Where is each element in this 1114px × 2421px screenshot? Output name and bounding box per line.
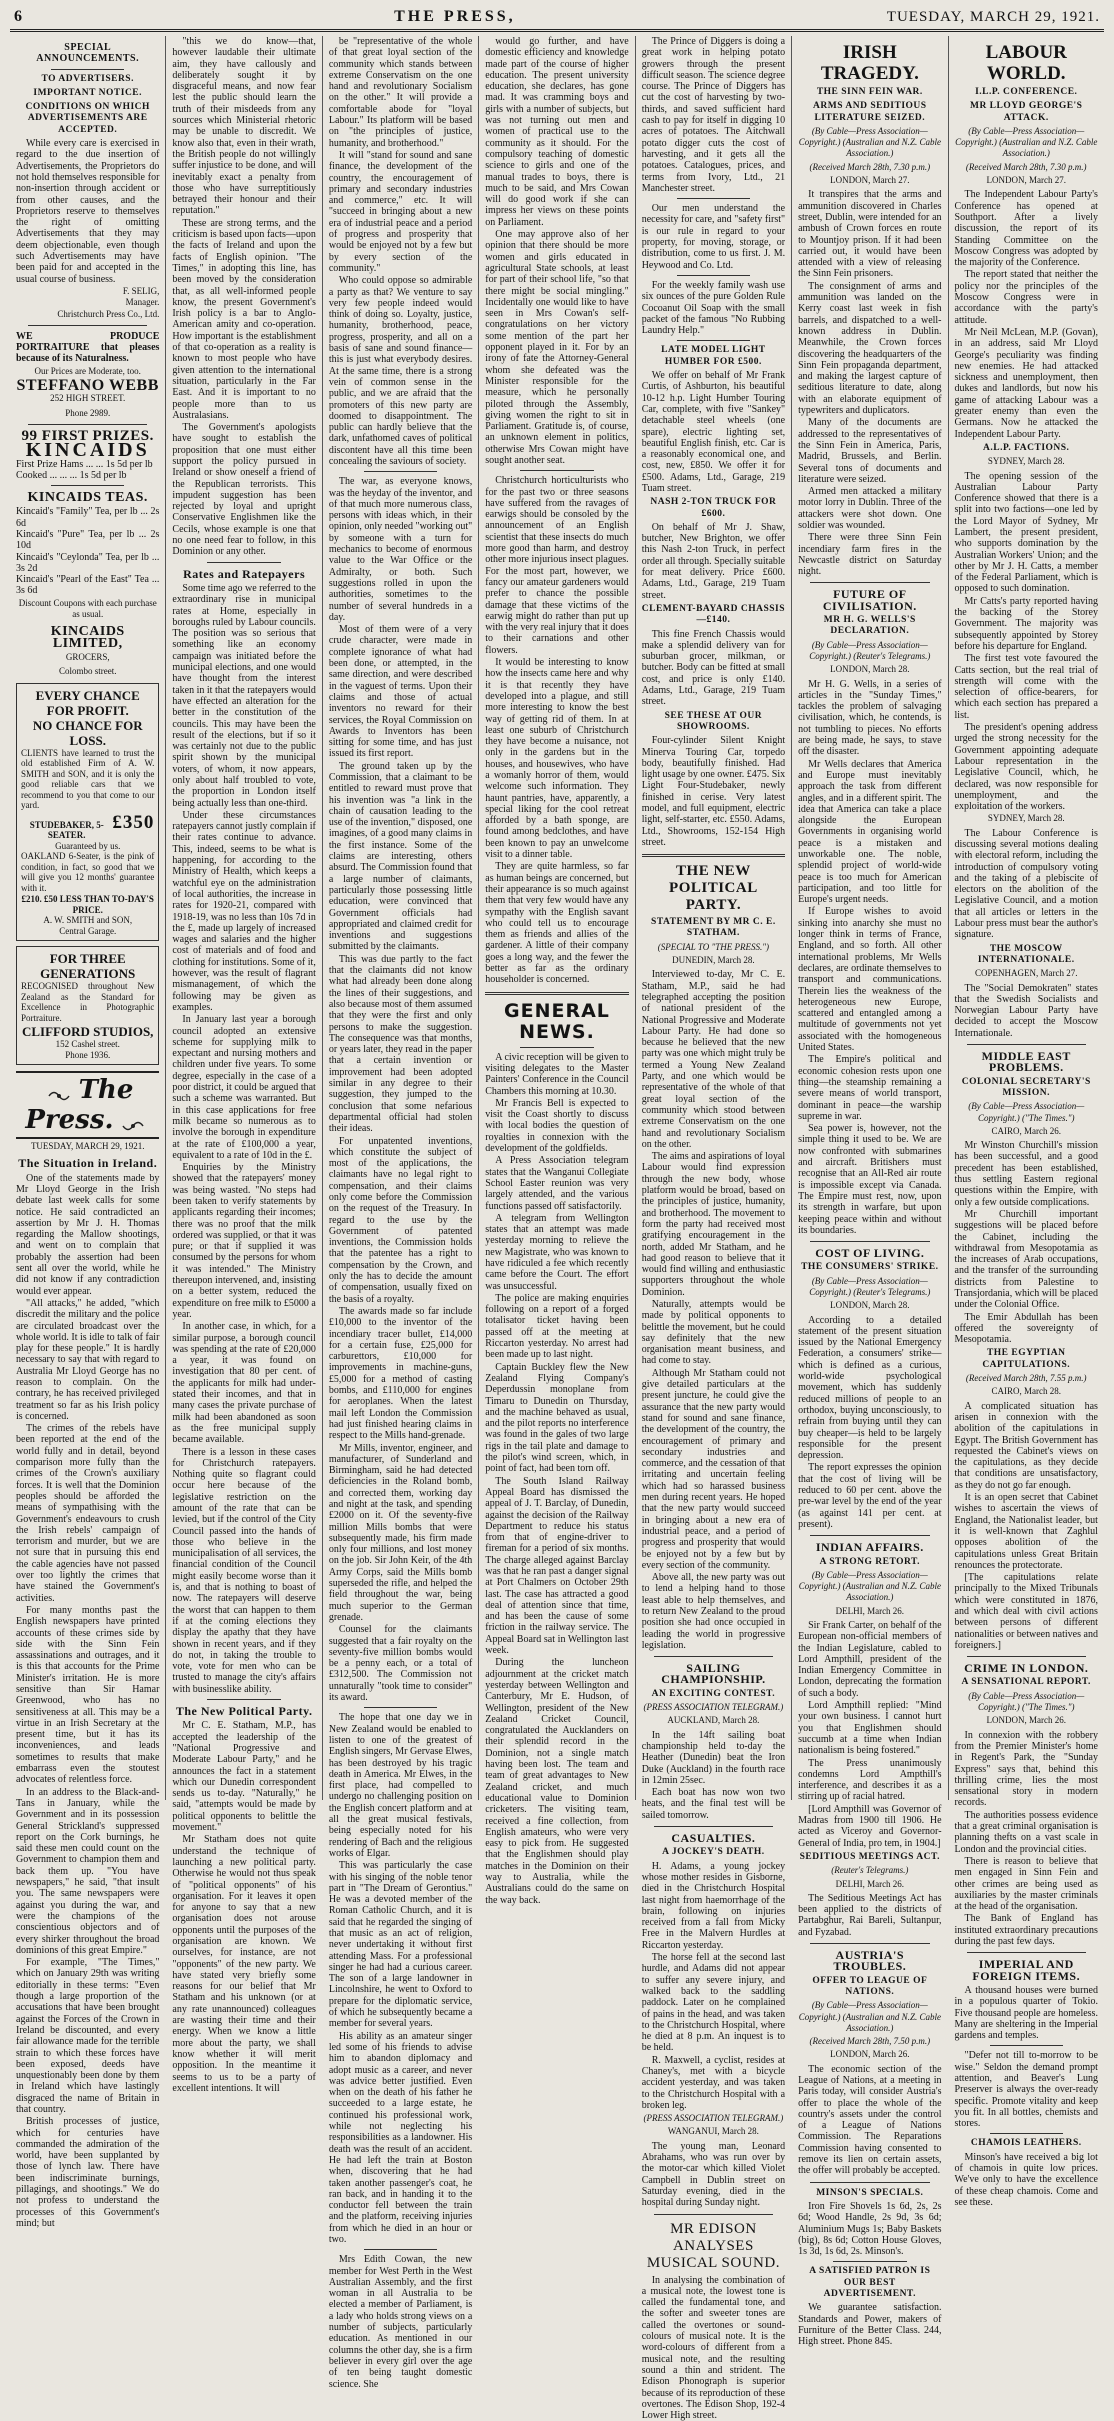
studio-address: 252 HIGH STREET. bbox=[50, 393, 126, 404]
article-paragraph: Although Mr Statham could not give detailed particulars at the present juncture, he could give the assurance that the new party would stand for sound and sane finance, the development of the country, the encouragement of primary and secondary industries and commerce, and the cessation of that irritating and uncertain feeling which had so harassed business men during recent years. He hoped that the new party would succeed in bringing about a new era of industrial peace, and a period of progress and prosperity that would be enjoyed not by a few but by every section of the community. bbox=[641, 1367, 786, 1571]
news-item: Mr Francis Bell is expected to visit the Coast shortly to discuss with local bodies the question of royalties in connexion with the development of the goldfields. bbox=[485, 1097, 629, 1155]
divider bbox=[364, 471, 437, 472]
dateline: LONDON, March 26. bbox=[830, 2049, 910, 2060]
price-line: First Prize Hams ... ... 1s 5d per lb bbox=[16, 458, 153, 470]
article-paragraph: For unpatented inventions, which constitute the subject of most of the applications, the claimants have no legal right to compensation, and their claims only come before the Commission on the request of the Treasury. In regard to the use by the Government of patented inventions, the Commission holds that the patentee has a right to compensation by the Crown, and only the has to decide the amount of compensation, usually fixed on the basis of a royalty. bbox=[328, 1135, 473, 1305]
article-paragraph: One of the statements made by Mr Lloyd George in the Irish debate last week calls for some notice. He said contradicted an assertion by Mr J. H. Thomas regarding the Mallow shootings, and went on to complain that probably the assertion had been sent all over the world, while he did not know if any contradiction would ever appear. bbox=[16, 1172, 160, 1297]
article-paragraph: His ability as an amateur singer led some of his friends to advise him to abandon diplomacy and adopt music as a career, and never was advice better justified. Even when on the death of his father he succeeded to a large estate, he continued his professional work, while not neglecting his responsibilities as a landowner. His death was the result of an accident. He had left the train at Boston when, discovering that he had taken another passenger's coat, he ran back, and in handing it to the conductor fell between the train and the platform, receiving injuries from which he died in an hour or two. bbox=[328, 2030, 473, 2245]
price-line: Cooked ... ... ... 1s 5d per lb bbox=[16, 469, 127, 481]
column-6 bbox=[792, 36, 948, 2348]
oakland-text: OAKLAND 6-Seater, is the pink of condition, in fact, so good that we will give you 12 months' guarantee with it. bbox=[21, 851, 155, 893]
article-paragraph: The president's opening address urged the strong necessity for the Government appointing adequate Labour representation in the Legislative Council, which, he declared, was now responsible for unemployment, and the exploitation of the workers. bbox=[954, 722, 1098, 813]
article-paragraph: The Labour Conference is discussing several motions dealing with electoral reform, including the introduction of compulsory voting and the taking of a plebiscite of electors on the abolition of the Legislative Council, and a motion that all articles or letters in the Labour press must bear the author's signature. bbox=[954, 827, 1098, 941]
article-paragraph: In January last year a borough council adopted an extensive scheme for supplying milk to expectant and nursing mothers and children under five years. To some degree, especially in the case of a poor district, it could be argued that such a scheme was warranted. But in this case applications for free milk became so numerous as to involve the borough in expenditure at the rate of £100,000 a year, equivalent to a rate of 10d in the £. bbox=[172, 1014, 316, 1161]
section-heading: FUTURE OF CIVILISATION. bbox=[822, 587, 917, 613]
article-paragraph: Mr Statham does not quite understand the technique of launching a new political party. Otherwise he would not thus speak of "political opponents" of his organisation. For it leaves it open for anyone to say that a new organisation does not arouse opponents until the purposes of the organisation are known. We ourselves, for instance, are not "opponents" of the new party. We have stated very briefly some reasons for our belief that Mr Statham and his unknown (or at any rate unannounced) colleagues are wasting their time and their energy. When we know a little more about the party, we shall know whether it will merit opposition. In the meantime it seems to us to be a party of excellent intentions. It will bbox=[172, 1834, 316, 2094]
divider bbox=[810, 1241, 929, 1242]
article-paragraph: There is a lesson in these cases for Christchurch ratepayers. Nothing quite so flagrant could occur here because of the legislative restriction on the amount of the rate that can be levied, but if the control of the City Council passed into the hands of those who believe in the municipalisation of all services, the financial condition of the Council might easily become worse than it is, and that is nothing to boast of now. The ratepayers will deserve the worst that can happen to them if at the coming elections they display the apathy that they have shown in recent years, and if they do not, in taking the trouble to vote, vote for men who can be trusted to manage the city's affairs with businesslike ability. bbox=[172, 1446, 316, 1695]
price-line: Kincaid's "Pearl of the East" Tea ... 3s 6d bbox=[16, 574, 160, 597]
article-paragraph: A thousand houses were burned in a populous quarter of Tokio. Five thousand people are homeless. Many are sheltering in the Imperial gardens and temples. bbox=[954, 1984, 1098, 2042]
article-subheading: I.L.P. CONFERENCE. bbox=[975, 87, 1078, 97]
divider bbox=[967, 1044, 1086, 1045]
news-item: The police are making enquiries following on a report of a forged totalisator ticket having been passed off at the meeting at Riccarton yesterday. No arrest had been made up to last night. bbox=[485, 1292, 629, 1361]
article-paragraph: The economic section of the League of Nations, at a meeting in Paris today, will consider Austria's offer to place the whole of the country's assets under the control of a League of Nations Commission. The Reparations Commission having consented to remove its lien on certain assets, the offer will probably be accepted. bbox=[798, 2063, 942, 2177]
article-credit: (By Cable—Press Association—Copyright.) (Australian and N.Z. Cable Association.) bbox=[798, 1569, 941, 1603]
article-paragraph: The "Social Demokraten" states that the Swedish Socialists and Norwegian Labour Party have decided to accept the Moscow Internationale. bbox=[954, 982, 1098, 1039]
article-paragraph: Mr Wells declares that America and Europe must inevitably approach the task from different angles, and in a different spirit. The idea that America can take a place alongside the European Governments in organising world peace is a mistaken and unworkable one. The noble, splendid project of world-wide peace is too much for American participation, and too little for Europe's urgent needs. bbox=[798, 758, 942, 906]
article-paragraph: A complicated situation has arisen in connexion with the abolition of the capitulations in Egypt. The British Government has requested the Cabinet's views on the capitulations, as they decide that conditions are unsatisfactory, as they do not go far enough. bbox=[954, 1400, 1098, 1491]
article-paragraph: The Empire's political and economic cohesion rests upon one thing—the steamship remaining a severe means of world transport, dominant in peace—the warship supreme in war. bbox=[798, 1054, 942, 1122]
article-paragraph: If Europe wishes to avoid sinking into anarchy she must no longer think in terms of France, England, and so forth. All other international problems, Mr Wells declares, are ordinate themselves to transport and communications. Therein lies the weakness of the heterogeneous new Europe, scattered and entangled among a multitude of governments not yet associated with the homogeneous United States. bbox=[798, 906, 942, 1054]
article-subheading: A SENSATIONAL REPORT. bbox=[961, 1677, 1091, 1688]
kincaids-limited: KINCAIDS LIMITED, bbox=[50, 624, 125, 651]
studebaker-label: STUDEBAKER, 5-SEATER. bbox=[29, 819, 104, 841]
article-paragraph: Counsel for the claimants suggested that a fair royalty on the seventy-five million bombs would be a penny each, or a total of £312,500. The Commission not unnaturally "took time to consider" its award. bbox=[328, 1624, 473, 1704]
article-paragraph: In another case, in which, for a similar purpose, a borough council was spending at the rate of £20,000 a year, it was found on investigation that 80 per cent. of the applicants for milk had under-stated their incomes, and that in many cases the private purchase of milk had been abandoned as soon as the free municipal supply became available. bbox=[172, 1321, 316, 1446]
price-line: Kincaid's "Pure" Tea, per lb ... 2s 10d bbox=[16, 528, 160, 552]
smith-advertisement bbox=[16, 683, 159, 942]
article-paragraph: This was due partly to the fact that the claimants did not know what had already been done along the lines of their suggestions, and also because most of them assumed that they were the first and only persons to make the suggestion. The consequence was that months, or years later, they read in the paper that a certain invention or improvement had been adopted similar in any degree to their suggestion, they jumped to the conclusion that some nefarious departmental official had stolen their ideas. bbox=[328, 953, 473, 1135]
signature-company: Christchurch Press Co., Ltd. bbox=[57, 308, 160, 319]
general-news-heading: GENERAL NEWS. bbox=[504, 999, 610, 1043]
ad-paragraph: "Defer not till to-morrow to be wise." Seldon the demand prompt attention, and Beaver's Lung Preserver is always the over-ready specific. Promote vitality and keep you fit. In all bottles, chemists and stores. bbox=[954, 2050, 1098, 2130]
dateline: LONDON, March 27. bbox=[830, 175, 910, 186]
dateline: CAIRO, March 28. bbox=[991, 1386, 1061, 1397]
flag-name: The Press. bbox=[25, 1075, 134, 1136]
divider bbox=[207, 562, 280, 563]
article-credit: (By Cable—Press Association—Copyright.) (Australian and N.Z. Cable Association.) bbox=[798, 125, 941, 159]
conditions-heading: CONDITIONS ON WHICH ADVERTISEMENTS ARE ACCEPTED. bbox=[25, 102, 150, 135]
article-paragraph: Mr Churchill important suggestions will be placed before the Cabinet, including the withdrawal from Mesopotamia as the increases of Arab occupations, and the transfer of the surrounding districts from Palestine to Transjordania, which will be placed under the Colonial Office. bbox=[954, 1208, 1098, 1311]
article-paragraph: The Government's apologists have sought to establish the proposition that one must either support the policy pursued in Ireland or show oneself a friend of the Republican terrorists. This impudent suggestion has been rejected by loyal and upright Conservative Englishmen like the Cecils, whose example is one that no one need fear to follow, in this Dominion or any other. bbox=[172, 422, 316, 558]
divider bbox=[990, 2133, 1063, 2134]
signature bbox=[16, 286, 159, 320]
clients-text: CLIENTS have learned to trust the old established Firm of A. W. SMITH and SON, and it is only the good reliable cars that we recommend to you that come to our yard. bbox=[21, 747, 155, 811]
ad-heading: MINSON'S SPECIALS. bbox=[816, 2187, 924, 2198]
column-2 bbox=[166, 36, 322, 2094]
article-credit: (By Cable—Press Association—Copyright.) (Australian and N.Z. Cable Association.) bbox=[955, 125, 1098, 159]
signature-name: F. SELIG, bbox=[122, 285, 160, 296]
article-paragraph: The horse fell at the second last hurdle, and Adams did not appear to suffer any severe injury, and walked back to the saddling paddock. Later on he complained of pains in the head, and was taken to the Christchurch Hospital, where he died at 8 p.m. An inquest is to be held. bbox=[641, 1952, 786, 2054]
news-item: The South Island Railway Appeal Board has dismissed the appeal of J. T. Barclay, of Dunedin, against the decision of the Railway Department to reduce his status from that of engine-driver to fireman for a period of six months. The charge alleged against Barclay was that he ran past a danger signal at Port Chalmers on October 29th last. The case has attracted a good deal of attention since that time, and has been the cause of some friction in the railway service. The Appeal Board sat in Wellington last week. bbox=[485, 1475, 629, 1657]
divider bbox=[51, 485, 124, 486]
smith-signature: A. W. SMITH and SON, bbox=[43, 915, 133, 926]
article-credit: (By Cable—Press Association—Copyright.) (Reuter's Telegrams.) bbox=[809, 1275, 931, 1297]
article-paragraph: The opening session of the Australian Labour Party Conference showed that there is a split into two factions—one led by the Lord Mayor of Sydney, Mr Lambert, the present president, who supports domination by the Australian Workers' Union; and the other by Mr J. H. Catts, a member of the Federal Parliament, which is opposed to such domination. bbox=[954, 470, 1098, 595]
divider bbox=[810, 582, 929, 583]
dateline: DELHI, March 26. bbox=[835, 1878, 905, 1889]
article-paragraph: In connexion with the robbery from the Premier Minister's home in Regent's Park, the "Sunday Express" says that, behind this thrilling crime, lies the most sensational story in modern records. bbox=[954, 1729, 1098, 1809]
article-subheading: THE EGYPTIAN CAPITULATIONS. bbox=[982, 1348, 1071, 1370]
dateline: DUNEDIN, March 28. bbox=[672, 955, 755, 966]
article-paragraph: Some time ago we referred to the extraordinary rise in municipal rates at Home, especially in boroughs ruled by Labour councils. The position was so serious that something like an economy campaign was initiated before the municipal elections, and one would have thought from the interest taken in it that the ratepayers would have effected an alteration for the better in the constitution of the councils. This may have been the result of the elections, but if so it was certainly not due to the public spirit shown by the municipal voters, of whom, it now appears, only about half troubled to vote, the proportion in London itself being actually less than one-third. bbox=[172, 582, 316, 809]
dateline: LONDON, March 27. bbox=[986, 175, 1066, 186]
article-credit: (PRESS ASSOCIATION TELEGRAM.) bbox=[643, 1702, 784, 1713]
article-paragraph: Sea power is, however, not the simple thing it used to be. We are now confronted with submarines and aircraft. Britishers must recognise that an All-Red air route is impossible except via Canada. The Empire must rest, now, upon its strength in warfare, but upon keeping peace within and without its boundaries. bbox=[798, 1123, 942, 1236]
page-number: 6 bbox=[14, 8, 23, 25]
article-paragraph: There is reason to believe that men engaged in Sinn Fein and other crimes are being used as auxiliaries by the master criminals at the head of the organisation. bbox=[954, 1855, 1098, 1913]
smith-address: Central Garage. bbox=[59, 925, 117, 936]
dateline: DELHI, March 26. bbox=[835, 1605, 905, 1616]
divider bbox=[677, 340, 750, 341]
article-paragraph: The report stated that neither the policy nor the principles of the Moscow Congress were in accordance with the party's attitude. bbox=[954, 269, 1098, 326]
article-paragraph: For example, "The Times," which on January 29th was writing editorially in these terms: "Even though a large proportion of the accusations that have been brought against the Forces of the Crown in Ireland be discounted, and every fair allowance made for the terrible strain to which these forces have been exposed, deeds have unquestionably been done by them in Ireland which have lastingly disgraced the name of Britain in that country. bbox=[16, 1957, 160, 2115]
kincaids-heading: KINCAIDS bbox=[25, 439, 150, 462]
article-credit: (PRESS ASSOCIATION TELEGRAM.) bbox=[643, 2113, 784, 2124]
article-paragraph: Mr Winston Churchill's mission has been successful, and a good precedent has been established, thus settling Eastern regional questions within the Empire, with only a few outside complications. bbox=[954, 1140, 1098, 1208]
ad-heading: SEE THESE AT OUR SHOWROOMS. bbox=[664, 710, 763, 732]
article-paragraph: R. Maxwell, a cyclist, resides at Chaney's, met with a bicycle accident yesterday, and was taken to the Christchurch Hospital with a broken leg. bbox=[641, 2054, 786, 2111]
article-credit: (Reuter's Telegrams.) bbox=[831, 1865, 909, 1876]
dateline: WANGANUI, March 28. bbox=[667, 2126, 759, 2137]
article-paragraph: It is an open secret that Cabinet wishes to ascertain the views of England, the Nationalist leader, but it is well-known that Zaghlul opposes abolition of the capitulations unless Great Britain renounces the protectorate. bbox=[954, 1492, 1098, 1571]
article-paragraph: This was particularly the case with his singing of the noble tenor part in "The Dream of Gerontius." He was a devoted member of the Roman Catholic Church, and it is said that he regarded the singing of that music as an act of religion, never undertaking it without first attending Mass. For a professional singer he had had a curious career. The son of a large landowner in Lincolnshire, he went to Oxford to prepare for the diplomatic service, of which he subsequently became a member for several years. bbox=[328, 1860, 473, 2030]
article-paragraph: It transpires that the arms and ammunition discovered in Charles street, Dublin, were intended for an ambush of Crown forces en route to Mountjoy prison. If it had been carried out, it would have been attended with a view of releasing the Sinn Fein prisoners. bbox=[798, 189, 942, 280]
dateline: CAIRO, March 26. bbox=[991, 1125, 1061, 1136]
divider bbox=[364, 2249, 437, 2250]
news-item: During the luncheon adjournment at the cricket match yesterday between Wellington and Canterbury, Mr E. Hudson, of Wellington, president of the New Zealand Cricket Council, congratulated the Aucklanders on their splendid record in the Dominion, not a single match having been lost. The team and team of great advantages to New Zealand cricket, and much educational value to Dominion cricketers. The visiting team, received a fine collection, from English amateurs, who were very easy to pick from. He suggested that the Englishmen should play matches in the Dominion on their way to Australia, while the Australians could do the same on the way back. bbox=[485, 1657, 629, 1906]
section-heading: IRISH TRAGEDY. bbox=[820, 42, 919, 84]
news-item: Captain Buckley flew the New Zealand Flying Company's Deperdussin monoplane from Timaru to Dunedin on Thursday, and the machine behaved as usual, and the pilot reports no interference was found in the gales of two large rigs in the tail plate and damage to the pilot's wind screen, which, in point of fact, had been torn off. bbox=[485, 1361, 629, 1475]
article-paragraph: Mrs Edith Cowan, the new member for West Perth in the West Australian Assembly, and the first woman in all Australia to be elected a member of Parliament, is a lady who holds strong views on a number of subjects, particularly education. As mentioned in our columns the other day, she is a firm believer in every girl over the age of ten being taught domestic science. She bbox=[328, 2254, 473, 2390]
article-paragraph: Mr C. E. Statham, M.P., has accepted the leadership of the "National Progressive and Moderate Labour Party," and he announces the fact in a statement which our Dunedin correspondent sends us to-day. "Naturally," he said, "attempts would be made by political opponents to belittle the movement." bbox=[172, 1720, 316, 1834]
divider bbox=[654, 1656, 773, 1657]
article-heading: SAILING CHAMPIONSHIP. bbox=[661, 1661, 766, 1687]
article-subheading: COLONIAL SECRETARY'S MISSION. bbox=[961, 1076, 1091, 1098]
portrait-ad-headline: WE PRODUCE PORTRAITURE that pleases because of its Naturalness. bbox=[16, 330, 160, 365]
masthead bbox=[10, 6, 1104, 32]
paper-title: THE PRESS, bbox=[394, 8, 516, 25]
article-subheading: ARMS AND SEDITIOUS LITERATURE SEIZED. bbox=[813, 101, 927, 123]
article-paragraph: The young man, Leonard Abrahams, who was run over by the motor-car which killed Violet Campbell in Dublin street on Saturday evening, died in the hospital during Sunday night. bbox=[641, 2140, 786, 2209]
portrait-ad-line: Our Prices are Moderate, too. bbox=[34, 365, 141, 376]
article-paragraph: The aims and aspirations of loyal Labour would find expression through the new body, whose platform would be broad, based on the principles of justice, humanity, and brotherhood. The movement to form the party had received most gratifying encouragement in the north, added Mr Statham, and he had good reason to believe that it would find willing and enthusiastic supporters throughout the whole Dominion. bbox=[641, 1151, 786, 1298]
article-heading: MR EDISON ANALYSES MUSICAL SOUND. bbox=[646, 2220, 780, 2271]
section-heading: AUSTRIA'S TROUBLES. bbox=[833, 1948, 907, 1974]
generations-text: RECOGNISED throughout New Zealand as the Standard for Excellence in Photographic Portraiture. bbox=[21, 981, 155, 1023]
received-line: (Received March 28th, 7.30 p.m.) bbox=[809, 161, 931, 172]
article-paragraph: The authorities possess evidence that a great criminal organisation is planning thefts on a vast scale in London and the provincial cities. bbox=[954, 1809, 1098, 1855]
article-paragraph: H. Adams, a young jockey whose mother resides in Gisborne, died in the Christchurch Hospital last night from haemorrhage of the brain, following on injuries received from a fall from Micky Free in the Malvern Hurdles at Riccarton yesterday. bbox=[641, 1860, 786, 1951]
ad-paragraph: We guarantee satisfaction. Standards and Power, makers of Furniture of the Better Class. 244, High street. Phone 845. bbox=[798, 2302, 942, 2348]
notice-heading: IMPORTANT NOTICE. bbox=[33, 87, 143, 98]
flag-date: TUESDAY, MARCH 29, 1921. bbox=[30, 1141, 145, 1152]
article-paragraph: The Emir Abdullah has been offered the sovereignty of Mesopotamia. bbox=[954, 1311, 1098, 1346]
section-heading: SPECIAL ANNOUNCEMENTS. bbox=[36, 42, 140, 65]
signature-role: Manager. bbox=[125, 297, 160, 308]
ad-heading: LATE MODEL LIGHT HUMBER FOR £500. bbox=[661, 345, 766, 367]
article-paragraph: Mr H. G. Wells, in a series of articles in the "Sunday Times," tackles the problem of salvaging civilisation, which, he contends, is not tumbling to pieces. No efforts are being made, he says, to stave off the disaster. bbox=[798, 678, 942, 758]
dateline: SYDNEY, March 28. bbox=[987, 456, 1065, 467]
article-paragraph: In the 14ft sailing boat championship held to-day the Heather (Dunedin) beat the Iron Duke (Auckland) in the fourth race in 12min 25sec. bbox=[641, 1729, 786, 1786]
divider bbox=[654, 2214, 773, 2215]
article-paragraph: The first test vote favoured the Catts section, but the real trial of strength will come with the selection of office-bearers, for which each section has prepared a list. bbox=[954, 653, 1098, 721]
article-paragraph: Mr Mills, inventor, engineer, and manufacturer, of Sunderland and Birmingham, said he had detected deficiencies in the Roland bomb, and corrected them, working day and night at the task, and spending £2000 on it. Of the seventy-five million Mills bombs that were subsequently made, his firm made only four millions, and lost money on the job. Sir John Keir, of the 4th Army Corps, said the Mills bomb superseded the rifle, and helped the field throughout the war, being much superior to the German grenade. bbox=[328, 1442, 473, 1623]
dateline: COPENHAGEN, March 27. bbox=[974, 968, 1078, 979]
article-paragraph: Many of the documents are addressed to the representatives of the Sinn Fein in America, Paris, Madrid, Brussels, and Berlin. Several tons of documents and literature were seized. bbox=[798, 417, 942, 485]
divider bbox=[654, 1826, 773, 1827]
article-heading: Rates and Ratepayers bbox=[183, 566, 306, 581]
article-paragraph: According to a detailed statement of the present situation issued by the National Emergency Federation, a consumers' strike—which is defined as a curious, world-wide psychological movement, which has suddenly reduced millions of people to an orthodox, buying unconsciously, to refrain from buying until they can buy cheaper—is held to be largely responsible for the present depression. bbox=[798, 1314, 942, 1462]
tea-price-list bbox=[16, 506, 159, 596]
ham-price-list bbox=[16, 459, 159, 482]
article-heading: The New Political Party. bbox=[175, 1704, 313, 1719]
article-subheading: THE MOSCOW INTERNATIONALE. bbox=[977, 943, 1075, 965]
article-paragraph: There were three Sinn Fein incendiary farm fires in the Newcastle district on Saturday night. bbox=[798, 532, 942, 578]
first-prizes-heading: 99 FIRST PRIZES. bbox=[21, 427, 154, 444]
divider bbox=[520, 1047, 593, 1048]
clifford-advertisement bbox=[16, 946, 159, 1065]
article-paragraph: The hope that one day we in New Zealand would be enabled to listen to one of the greatest of English singers, Mr Gervase Elwes, has been destroyed by his tragic death in America. Mr Elwes, in the first place, had compelled to undergo no challenging position on the English concert platform and at all the great musical festivals, being especially noted for his rendering of Bach and the religious works of Elgar. bbox=[328, 1712, 473, 1859]
ad-heading: A SATISFIED PATRON IS OUR BEST ADVERTISEMENT. bbox=[809, 2266, 931, 2300]
article-paragraph: The Seditious Meetings Act has been applied to the districts of Partabghur, Rai Bareli, Sultanpur, and Fyzabad. bbox=[798, 1892, 942, 1938]
article-paragraph: In an address to the Black-and-Tans in January, while the Government and in its possession General Strickland's suppressed report on the Cork burnings, he said these men could count on the Government to champion them and back them up. "You have newspapers," he said, "that insult you. The same newspapers were against you during the war, and were the champions of the conscientious objectors and of every shirker throughout the broad dominions of this great Empire." bbox=[16, 1786, 160, 1956]
divider bbox=[51, 69, 124, 70]
teas-heading: KINCAIDS TEAS. bbox=[27, 490, 148, 506]
ad-paragraph: For the weekly family wash use six ounces of the pure Golden Rule Cocoanut Oil Soap with the small packet of the famous "No Rubbing Laundry Help." bbox=[641, 279, 786, 337]
clifford-phone: Phone 1936. bbox=[65, 1049, 111, 1060]
clifford-address: 152 Cashel street. bbox=[55, 1039, 120, 1050]
divider bbox=[677, 198, 750, 199]
section-heading: LABOUR WORLD. bbox=[985, 42, 1067, 84]
article-subheading: A JOCKEY'S DEATH. bbox=[662, 1847, 765, 1858]
divider bbox=[642, 854, 785, 857]
article-paragraph: The war, as everyone knows, was the heyday of the inventor, and of that much more numerous class, persons with ideas which, in their opinion, only needed "working out" by someone with a turn for mechanics to become of enormous value to the War Office or the Admiralty, or both. Such suggestions rolled in upon the authorities, sometimes to the number of several hundreds in a day. bbox=[328, 476, 473, 623]
ad-paragraph: Minson's have received a big lot of chamois in quite low prices. We've only to have the excellence of these cheap chamois. Come and see these. bbox=[954, 2151, 1098, 2208]
ad-paragraph: Iron Fire Shovels 1s 6d, 2s, 2s 6d; Wood Handle, 2s 9d, 3s 6d; Aluminium Mugs 1s; Baby Baskets (big), 8s 6d; Cotton House Gloves, 1s 3d, 1s 6d, 2s. Minson's. bbox=[798, 2200, 942, 2258]
column-4 bbox=[479, 36, 635, 1906]
divider bbox=[990, 2045, 1063, 2046]
kincaids-address: Colombo street. bbox=[58, 666, 117, 677]
clifford-name: CLIFFORD STUDIOS, bbox=[21, 1024, 154, 1040]
article-paragraph: Each boat has now won two heats, and the final test will be sailed tomorrow. bbox=[641, 1787, 786, 1821]
article-subheading: MR H. G. WELLS'S DECLARATION. bbox=[823, 615, 916, 637]
divider bbox=[207, 1699, 280, 1700]
article-paragraph: One may approve also of her opinion that there should be more women and girls educated in agricultural State schools, at least for part of their school life, "so that there might be social mingling." Incidentally one would like to have seen in Mrs Cowan's self-congratulations on her victory some mention of the part her opponent played in it. For by an irony of fate the Attorney-General whom she defeated was the Minister responsible for the measure, which he personally piloted through the Assembly, giving women the right to sit in Parliament. Gratitude is, of course, an unknown element in politics, otherwise Mrs Cowan might have sought another seat. bbox=[485, 229, 629, 466]
divider bbox=[485, 992, 628, 995]
ad-heading: CHAMOIS LEATHERS. bbox=[970, 2138, 1082, 2149]
studebaker-line bbox=[21, 812, 154, 841]
article-credit: (By Cable—Press Association—Copyright.) ("The Times.") bbox=[968, 1101, 1085, 1123]
ad-paragraph: This fine French Chassis would make a splendid delivery van for suburban grocer, milkman, or butcher. Body can be fitted at small cost, and price is only £140. Adams, Ltd., Garage, 219 Tuam street. bbox=[641, 628, 786, 708]
dateline: AUCKLAND, March 28. bbox=[667, 1715, 760, 1726]
article-paragraph: [The capitulations relate principally to the Mixed Tribunals which were constituted in 1876, and which deal with civil actions between persons of different nationalities or between natives and foreigners.] bbox=[954, 1572, 1098, 1651]
ornament-icon bbox=[122, 1119, 144, 1133]
column-3 bbox=[323, 36, 479, 2390]
article-paragraph: They are quite harmless, so far as human beings are concerned, but their appearance is so much against them that very few would have any sympathy with the English savant who could tell us to encourage them as friends and allies of the gardener. A little of their company goes a long way, and the fewer the better as far as the ordinary householder is concerned. bbox=[485, 861, 629, 986]
article-paragraph: The Independent Labour Party's Conference has opened at Southport. After a lively discussion, the report of its Standing Committee on the Moscow Congress was adopted by the majority of the Conference. bbox=[954, 189, 1098, 269]
studio-name: STEFFANO WEBB bbox=[16, 377, 159, 395]
divider bbox=[677, 275, 750, 276]
article-paragraph: Enquiries by the Ministry showed that the ratepayers' money was being wasted. "No steps had been taken to verify statements by applicants regarding their incomes; there was no proof that the milk ordered was supplied, or that it was pure; or that if supplied it was consumed by the persons for whom it was intended." The Ministry thereupon intervened, and, insisting on a better system, reduced the expenditure on free milk to £5000 a year. bbox=[172, 1162, 316, 1320]
article-paragraph: For many months past the English newspapers have printed accounts of these crimes side by side with the Sinn Fein assassinations and outrages, and it is this that accounts for the Prime Minister's irritation. He is more sensitive than Sir Hamar Greenwood, who has no sensitiveness at all. This may be a virtue in an Irish Secretary at the present time, but it has its inconveniences, and leads sometimes to results that make embarrass even the stoutest advocates of relentless force. bbox=[16, 1604, 160, 1786]
received-line: (Received March 28th, 7.50 p.m.) bbox=[809, 2036, 931, 2047]
advertisers-heading: TO ADVERTISERS. bbox=[41, 73, 134, 84]
received-line: (Received March 28th, 7.55 p.m.) bbox=[965, 1373, 1087, 1384]
article-paragraph: "All attacks," he added, "which discredit the military and the police are circulated broadcast over the whole world. It is idle to talk of fair play for these people." It is hardly necessary to say that with regard to Australia Mr Lloyd George has no reason to complain. On the contrary, he has received privileged treatment so far as his Irish policy is concerned. bbox=[16, 1297, 160, 1422]
article-subheading: THE SINN FEIN WAR. bbox=[816, 87, 923, 97]
columns bbox=[10, 36, 1104, 2421]
article-credit: (SPECIAL TO "THE PRESS.") bbox=[657, 941, 770, 952]
article-subheading: A.L.P. FACTIONS. bbox=[983, 442, 1070, 453]
article-subheading: OFFER TO LEAGUE OF NATIONS. bbox=[812, 1975, 928, 1997]
article-paragraph: British processes of justice, which for centuries have commanded the admiration of the world, have been supplanted by those of lynch law. There have been indiscriminate burnings, pillagings, and shootings." We do not profess to understand the processes of this Government's mind; but bbox=[16, 2116, 160, 2229]
article-paragraph: Most of them were of a very crude character, were made in complete ignorance of what had been done, or attempted, in the same direction, and were described in the vaguest of terms. Upon their claims and those of actual inventors no reward for their services, the Royal Commission on Awards to Inventors has been sitting for some time, and has just issued its first report. bbox=[328, 624, 473, 760]
article-paragraph: be "representative of the whole of that great loyal section of the community which stands between extreme Conservatism on the one hand and revolutionary Socialism on the other." It will provide a comfortable abode for "loyal Labour." Its platform will be based on "the principles of justice, humanity, and brotherhood." bbox=[328, 36, 473, 149]
ad-paragraph: Our men understand the necessity for care, and "safety first" is our rule in regard to your property, for moving, storage, or distribution, come to us first. J. M. Heywood and Co. Ltd. bbox=[641, 203, 786, 271]
divider bbox=[810, 2182, 929, 2183]
section-heading: INDIAN AFFAIRS. bbox=[815, 1540, 924, 1555]
article-heading: THE NEW POLITICAL PARTY. bbox=[669, 863, 758, 914]
article-paragraph: Above all, the new party was out to lend a helping hand to those least able to help themselves, and to return New Zealand to the proud position she had once occupied in leading the world in progressive legislation. bbox=[641, 1572, 786, 1651]
article-subheading: THE CONSUMERS' STRIKE. bbox=[801, 1262, 939, 1273]
ad-heading: CLEMENT-BAYARD CHASSIS—£140. bbox=[641, 603, 786, 626]
news-item: A civic reception will be given to visiting delegates to the Master Painters' Conference in the Council Chambers this morning at 10.30. bbox=[485, 1051, 629, 1097]
divider bbox=[833, 2261, 906, 2262]
masthead-date: TUESDAY, MARCH 29, 1921. bbox=[886, 9, 1100, 25]
article-paragraph: Naturally, attempts would be made by political opponents to belittle the movement, but he could say definitely that the new organisation meant business, and had come to stay. bbox=[641, 1298, 786, 1367]
no-chance-heading: NO CHANCE FOR LOSS. bbox=[32, 717, 143, 748]
news-item: A telegram from Wellington states that an attempt was made yesterday morning to relieve the new Magistrate, who was known to have ridiculed a fee which recently came before the Court. The effort was unsuccessful. bbox=[485, 1212, 629, 1292]
article-paragraph: Armed men attacked a military motor lorry in Dublin. Three of the attackers were shot down. One soldier was wounded. bbox=[798, 486, 942, 531]
divider bbox=[967, 1656, 1086, 1657]
article-paragraph: Lord Ampthill replied: "Mind your own business. I cannot hurt you that Englishmen should succumb at a time when Indian nationalism is being fostered." bbox=[798, 1700, 942, 1757]
section-heading: MIDDLE EAST PROBLEMS. bbox=[981, 1049, 1071, 1075]
article-paragraph: The consignment of arms and ammunition was landed on the Kerry coast last week in fish barrels, and dispatched to a well-known address in Dublin. Meanwhile, the Crown forces discovering the headquarters of the Sinn Fein propaganda department, and making the largest capture of seditious literature to date, along with an elaborate equipment of typewriters and duplicators. bbox=[798, 280, 942, 417]
article-paragraph: Mr Catts's party reported having the backing of the Storey Government. The majority was subsequently appointed by Storey before his departure for England. bbox=[954, 595, 1098, 652]
article-credit: (By Cable—Press Association—Copyright.) ("The Times.") bbox=[968, 1690, 1085, 1713]
divider bbox=[967, 1952, 1086, 1953]
article-heading: CASUALTIES. bbox=[671, 1831, 756, 1846]
article-paragraph: It will "stand for sound and sane finance, the development of the country, the encouragement of primary and secondary industries and commerce," etc. It will "succeed in bringing about a new era of industrial peace and a period of progress and prosperity that would be enjoyed not by a few but by every section of the community." bbox=[328, 149, 473, 274]
article-paragraph: "this we do know—that, however laudable their ultimate aim, they have callously and deliberately sought it by disgraceful means, and now fear lest the public should learn the truth of their misdeeds from any sources which Ministerial rhetoric may be unable to discredit. We know also that, even in their wrath, the British people do not willingly suffer injustice to be done, and will inevitably exact a penalty from those who have surreptitiously betrayed their honour and their reputation." bbox=[172, 36, 316, 217]
article-paragraph: In analysing the combination of a musical note, the lowest tone is called the fundamental tone, and the softer and sweeter tones are called the overtones or sound-colours of musical note. It is the word-colours of different from a musical note, and the resulting sound a thin and strident. The Edison Phonograph is superior because of its reproduction of these overtones. The Edison Shop, 192-4 Lower High street. bbox=[641, 2274, 786, 2421]
article-paragraph: These are strong terms, and the criticism is based upon facts—upon the facts of Ireland and upon the facts of English opinion. "The Times," in adopting this line, has been moved by the consideration that, as all well-informed people know, the present Government's Irish policy is a bar to Anglo-American amity and co-operation. How important is the establishment of that co-operation as a reality is known to most people who have given attention to the international situation, particularly in the Far East. And it is important to no people more than to us Australasians. bbox=[172, 217, 316, 421]
ad-paragraph: The Prince of Diggers is doing a great work in helping potato growers through the present difficult season. The science degree course. The Prince of Diggers has cut the cost of harvesting by two-thirds, and saved sufficient hard cash to pay for itself in digging 10 acres of potatoes. The Aitchwall potato digger cuts the cost of harvesting, and it gets all the potatoes. Catalogues, prices, and terms from Ivory, Ltd., 21 Manchester street. bbox=[641, 36, 786, 194]
divider bbox=[520, 470, 593, 471]
divider bbox=[28, 424, 147, 425]
article-paragraph: Sir Frank Carter, on behalf of the European non-official members of the Indian Legislature, cabled to Lord Ampthill, president of the Indian Emergency Committee in London, deprecating the formation of such a body. bbox=[798, 1620, 942, 1699]
generations-heading: FOR THREE GENERATIONS bbox=[40, 951, 136, 982]
article-subheading: MR LLOYD GEORGE'S ATTACK. bbox=[969, 101, 1083, 123]
article-paragraph: It would be interesting to know how the insects came here and why it is that recently they have developed into a plague, and still more interesting to know the best way of getting rid of them. In at least one suburb of Christchurch they have become a nuisance, not only in the gardens but in the houses, and housewives, who have a womanly horror of them, would welcome such information. They haunt pantries, have, apparently, a special liking for the cool retreat afforded by a bath sponge, are found among bedclothes, and have been known to pay an unwelcome visit to a dinner table. bbox=[485, 657, 629, 861]
article-paragraph: [Lord Ampthill was Governor of Madras from 1900 till 1906. He acted as Viceroy and Governor-General of India, pro tem, in 1904.] bbox=[798, 1803, 942, 1849]
price-line: Kincaid's "Ceylonda" Tea, per lb ... 3s 2d bbox=[16, 551, 160, 574]
column-7 bbox=[949, 36, 1104, 2208]
article-paragraph: Who could oppose so admirable a party as that? We venture to say very few people indeed would think of doing so. Loyalty, justice, humanity, brotherhood, peace, progress, prosperity, and all on a basis of sane and sound finance—this is just what everybody desires. At the same time, there is a strong vein of common sense in the public, and we are afraid that the promoters of this new party are doomed to disappointment. The public can hardly believe that the dark, unfathomed caves of political discontent have all this time been concealing the saviours of society. bbox=[328, 275, 473, 467]
ornament-icon bbox=[48, 1089, 70, 1103]
article-paragraph: Mr Neil McLean, M.P. (Govan), in an address, said Mr Lloyd George's peculiarity was finding new enemies. He had attacked sickness and unemployment, then dukes and landlords, but now his game of attacking Labour was a greater enemy than even the Germans. Now he attacked the Independent Labour Party. bbox=[954, 326, 1098, 440]
ad-heading: NASH 2-TON TRUCK FOR £600. bbox=[650, 497, 777, 519]
article-paragraph: The ground taken up by the Commission, that a claimant to be entitled to reward must prove that his invention was "a link in the chain of causation leading to the use of the invention," disposed, one imagines, of a good many claims in the first instance. Some of the claims are interesting, others absurd. The Commission found that a large number of claimants, particularly those possessing little education, were convinced that Government officials had appropriated and claimed credit for inventions and suggestions submitted by the claimants. bbox=[328, 760, 473, 953]
conditions-text: While every care is exercised in regard to the due insertion of Advertisements, the Proprietors do not hold themselves responsible for non-insertion through accident or from other causes, and the Proprietors reserve to themselves the right of omitting Advertisements that they may deem objectionable, even though such Advertisements may have been paid for and accepted in the usual course of business. bbox=[16, 138, 160, 285]
studebaker-price: £350 bbox=[112, 811, 155, 833]
news-item: A Press Association telegram states that the Wanganui Collegiate School Easter reunion was very largely attended, and the various functions passed off satisfactorily. bbox=[485, 1155, 629, 1212]
dateline: SYDNEY, March 28. bbox=[987, 813, 1065, 824]
oakland-price: £210. £50 LESS THAN TO-DAY'S PRICE. bbox=[21, 894, 154, 915]
chance-heading: EVERY CHANCE FOR PROFIT. bbox=[35, 687, 140, 718]
received-line: (Received March 28th, 7.30 p.m.) bbox=[965, 161, 1087, 172]
article-paragraph: The Press unanimously condemns Lord Ampthill's interference, and describes it as a stirring up of racial hatred. bbox=[798, 1757, 942, 1803]
article-heading: The Situation in Ireland. bbox=[18, 1156, 158, 1171]
divider bbox=[28, 325, 147, 326]
studebaker-note: Guaranteed by us. bbox=[55, 840, 121, 851]
article-paragraph: The awards made so far include £10,000 to the inventor of the incendiary tracer bullet, £14,000 for a certain fuse, £25,000 for carburettors, £10,000 for improvements in machine-guns, £5,000 for a method of casting bombs, and £110,000 for engines for aeroplanes. When the latest mail left London the Commission had just finished hearing claims in respect to the Mills hand-grenade. bbox=[328, 1305, 473, 1442]
article-subheading: SEDITIOUS MEETINGS ACT. bbox=[799, 1851, 941, 1862]
section-heading: IMPERIAL AND FOREIGN ITEMS. bbox=[972, 1957, 1081, 1983]
article-paragraph: Christchurch horticulturists who for the past two or three seasons have suffered from the ravages of earwigs should be consoled by the announcement of an English scientist that these insects do much more good than harm, and destroy other more injurious insect plagues. For the most part, however, we fancy our amateur gardeners would prefer to chance the possible damage that these victims of the earwig might do rather than put up with the very real injury that it does to their carnations and other flowers. bbox=[485, 475, 629, 656]
studio-phone: Phone 2989. bbox=[65, 407, 111, 418]
article-credit: (By Cable—Press Association—Copyright.) (Reuter's Telegrams.) bbox=[809, 639, 931, 661]
article-subheading: STATEMENT BY MR C. E. STATHAM. bbox=[651, 917, 776, 939]
article-paragraph: Under these circumstances ratepayers cannot justly complain if their rates continue to advance. This, indeed, seems to be what is happening, for according to the Ministry of Health, which keeps a watchful eye on the administration of local authorities, the increase in rates for 1920-21, compared with 1918-19, was no less than 10s 7d in the £, made up largely of increased wages and salaries and the higher cost of materials and of food and clothing for institutions. Some of it, however, was the result of flagrant mismanagement, of which the following may be given as examples. bbox=[172, 809, 316, 1013]
ad-paragraph: Four-cylinder Silent Knight Minerva Touring Car, torpedo body, beautifully finished. Had light usage by one owner. £475. Six Light Four-Studebaker, newly finished in cerise. Very latest model, and full equipment, electric light, self-starter, etc. £550. Adams, Ltd., Showrooms, 152-154 High street. bbox=[641, 735, 786, 848]
article-paragraph: The Bank of England has instituted extraordinary precautions during the past few days. bbox=[954, 1913, 1098, 1948]
article-paragraph: would go further, and have domestic efficiency and knowledge made part of the course of higher education. The present university education, she declares, has gone mad. It was cramming boys and girls with a number of subjects, but was not turning out men and women of practical use to the community as it should. For the compulsory teaching of domestic science to girls and one of the manual trades to boys, there is much to be said, and Mrs Cowan will do good work if she can impress her views on these points on Parliament. bbox=[485, 36, 629, 228]
divider bbox=[810, 1943, 929, 1944]
column-5 bbox=[636, 36, 792, 2421]
article-credit: (By Cable—Press Association—Copyright.) (Australian and N.Z. Cable Association.) bbox=[798, 2000, 941, 2033]
divider bbox=[810, 1535, 929, 1536]
ad-paragraph: We offer on behalf of Mr Frank Curtis, of Ashburton, his beautiful 10-12 h.p. Light Humber Touring Car, complete, with five "Sankey" detachable steel wheels (one spare), electric lighting set, beautiful English finish, etc. Car is a reasonably economical one, and cost, new, £850. We offer it for £500. Adams, Ltd., Garage, 219 Tuam street. bbox=[641, 370, 786, 494]
article-subheading: AN EXCITING CONTEST. bbox=[651, 1688, 776, 1699]
discount-note: Discount Coupons with each purchase as usual. bbox=[18, 597, 157, 620]
dateline: LONDON, March 28. bbox=[830, 1300, 910, 1311]
column-1 bbox=[10, 36, 166, 2229]
dateline: LONDON, March 28. bbox=[830, 664, 910, 675]
article-paragraph: The crimes of the rebels have been reported at the end of the world fully and in detail, beyond comparison more fully than the crimes of the Crown's auxiliary forces. It is well that the Dominion peoples should be afforded the means of sympathising with the Government's endeavours to crush the Irish rebels' campaign of terrorism and murder, but we are not sure that in pursuing this end the cable agencies have not passed over too lightly the crimes that have stained the Government's activities. bbox=[16, 1423, 160, 1604]
section-heading: COST OF LIVING. bbox=[815, 1246, 925, 1261]
newspaper-flag bbox=[16, 1071, 159, 1139]
article-paragraph: Interviewed to-day, Mr C. E. Statham, M.P., said he had telegraphed accepting the position of national president of the National Progressive and Moderate Labour Party. He had done so because he believed that the new party was one which might truly be termed a Young New Zealand Party, and one which would be representative of the whole of that great loyal section of the community which stood between extreme Conservatism on the one hand and revolutionary Socialism on the other. bbox=[641, 969, 786, 1150]
price-line: Kincaid's "Family" Tea, per lb ... 2s 6d bbox=[16, 506, 160, 529]
ad-paragraph: On behalf of Mr J. Shaw, butcher, New Brighton, we offer this Nash 2-ton Truck, in perfect order all through. Specially suitable for meat delivery. Price £600. Adams, Ltd., Garage, 219 Tuam street. bbox=[641, 521, 786, 601]
article-paragraph: The report expresses the opinion that the cost of living will be reduced to 60 per cent. above the pre-war level by the end of the year (as against 141 per cent. at present). bbox=[798, 1462, 942, 1530]
grocers-label: GROCERS, bbox=[65, 651, 110, 662]
divider bbox=[364, 1707, 437, 1708]
section-heading: CRIME IN LONDON. bbox=[964, 1661, 1089, 1676]
article-subheading: A STRONG RETORT. bbox=[819, 1556, 921, 1567]
dateline: LONDON, March 26. bbox=[986, 1715, 1066, 1726]
